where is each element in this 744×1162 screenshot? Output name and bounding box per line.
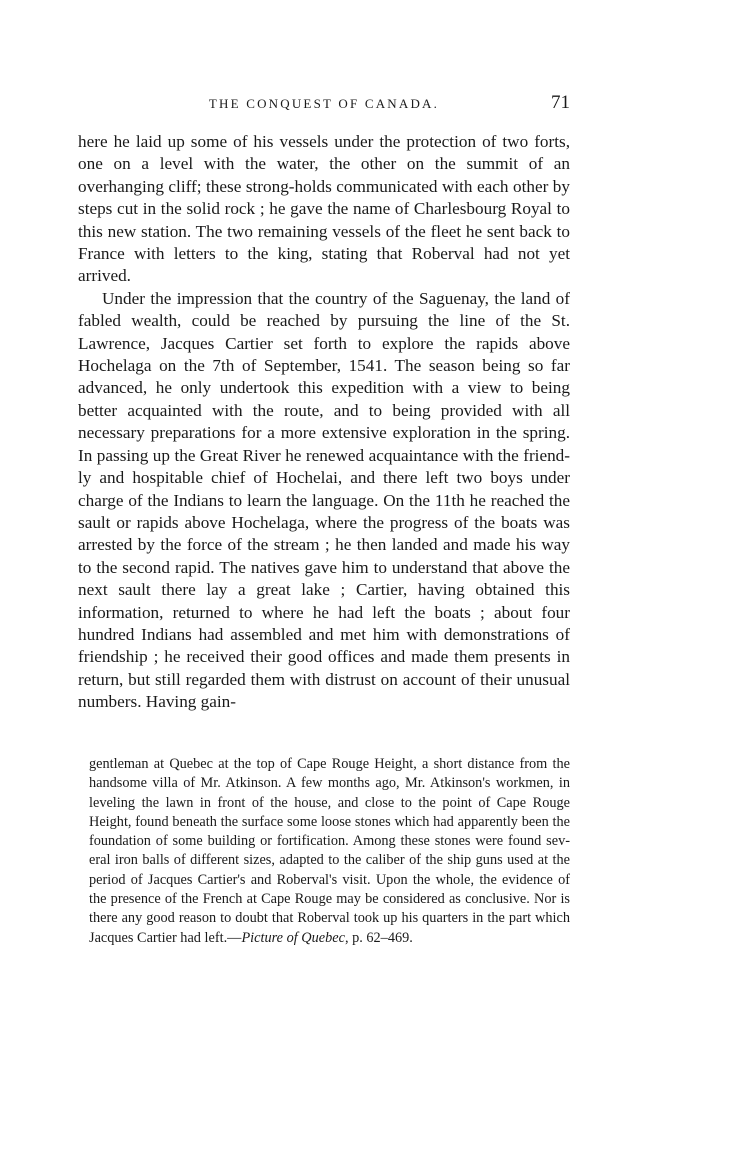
running-title: THE CONQUEST OF CANADA.	[208, 96, 440, 111]
page-number: 71	[551, 92, 570, 113]
footnote-paragraph	[89, 755, 570, 948]
main-text	[78, 131, 570, 714]
paragraph-2: Under the impression that the country of the Saguenay, the land of fabled wealth, could be reached by pursuing the line of the St. Lawrence, Jacques Cartier set forth to explore the rapids above Hochelaga on the 7th of September, 1541. The season being so far advanced, he only undertook this expedition with a view to being better acquainted with the route, and to being provided with all necessary preparations for a more extensive exploration in the spring. In passing up the Great River he renewed acquaintance with the friendly and hospitable chief of Hochelai, and there left two boys under charge of the Indians to learn the language. On the 11th he reached the sault or rapids above Hochelaga, where the progress of the boats was arrested by the force of the stream ; he then landed and made his way to the second rapid. The natives gave him to understand that above the next sault there lay a great lake ; Cartier, having obtained this information, returned to where he had left the boats ; about four hundred Indians had assembled and met him with demonstrations of friendship ; he received their good offices and made them presents in return, but still regarded them with distrust on account of their unusual numbers. Having gain-	[78, 288, 570, 712]
footnote-text: gentleman at Quebec at the top of Cape Rouge Height, a short distance from the handsome villa of Mr. Atkinson. A few months ago, Mr. Atkinson's workmen, in leveling the lawn in front of the house, and close to the point of Cape Rouge Height, found beneath the surface some loose stones which had apparently been the foundation of some building or fortification. Among these stones were found several iron balls of different sizes, adapted to the caliber of the ship guns used at the period of Jacques Cartier's and Roberval's visit. Upon the whole, the evidence of the presence of the French at Cape Rouge may be considered as conclusive. Nor is there any good reason to doubt that Roberval took up his quarters in the part which Jacques Cartier had left.—	[89, 756, 570, 946]
footnote	[89, 755, 570, 948]
footnote-citation-title: Picture of Quebec	[241, 929, 345, 946]
running-head	[78, 92, 570, 120]
footnote-citation-page: , p. 62–469.	[344, 929, 413, 946]
paragraph-1: here he laid up some of his vessels under the protection of two forts, one on a level with the water, the other on the summit of an overhanging cliff; these strong-holds communicated with each other by steps cut in the solid rock ; he gave the name of Charlesbourg Royal to this new station. The two remaining vessels of the fleet he sent back to France with letters to the king, stating that Roberval had not yet arrived.	[78, 132, 570, 286]
